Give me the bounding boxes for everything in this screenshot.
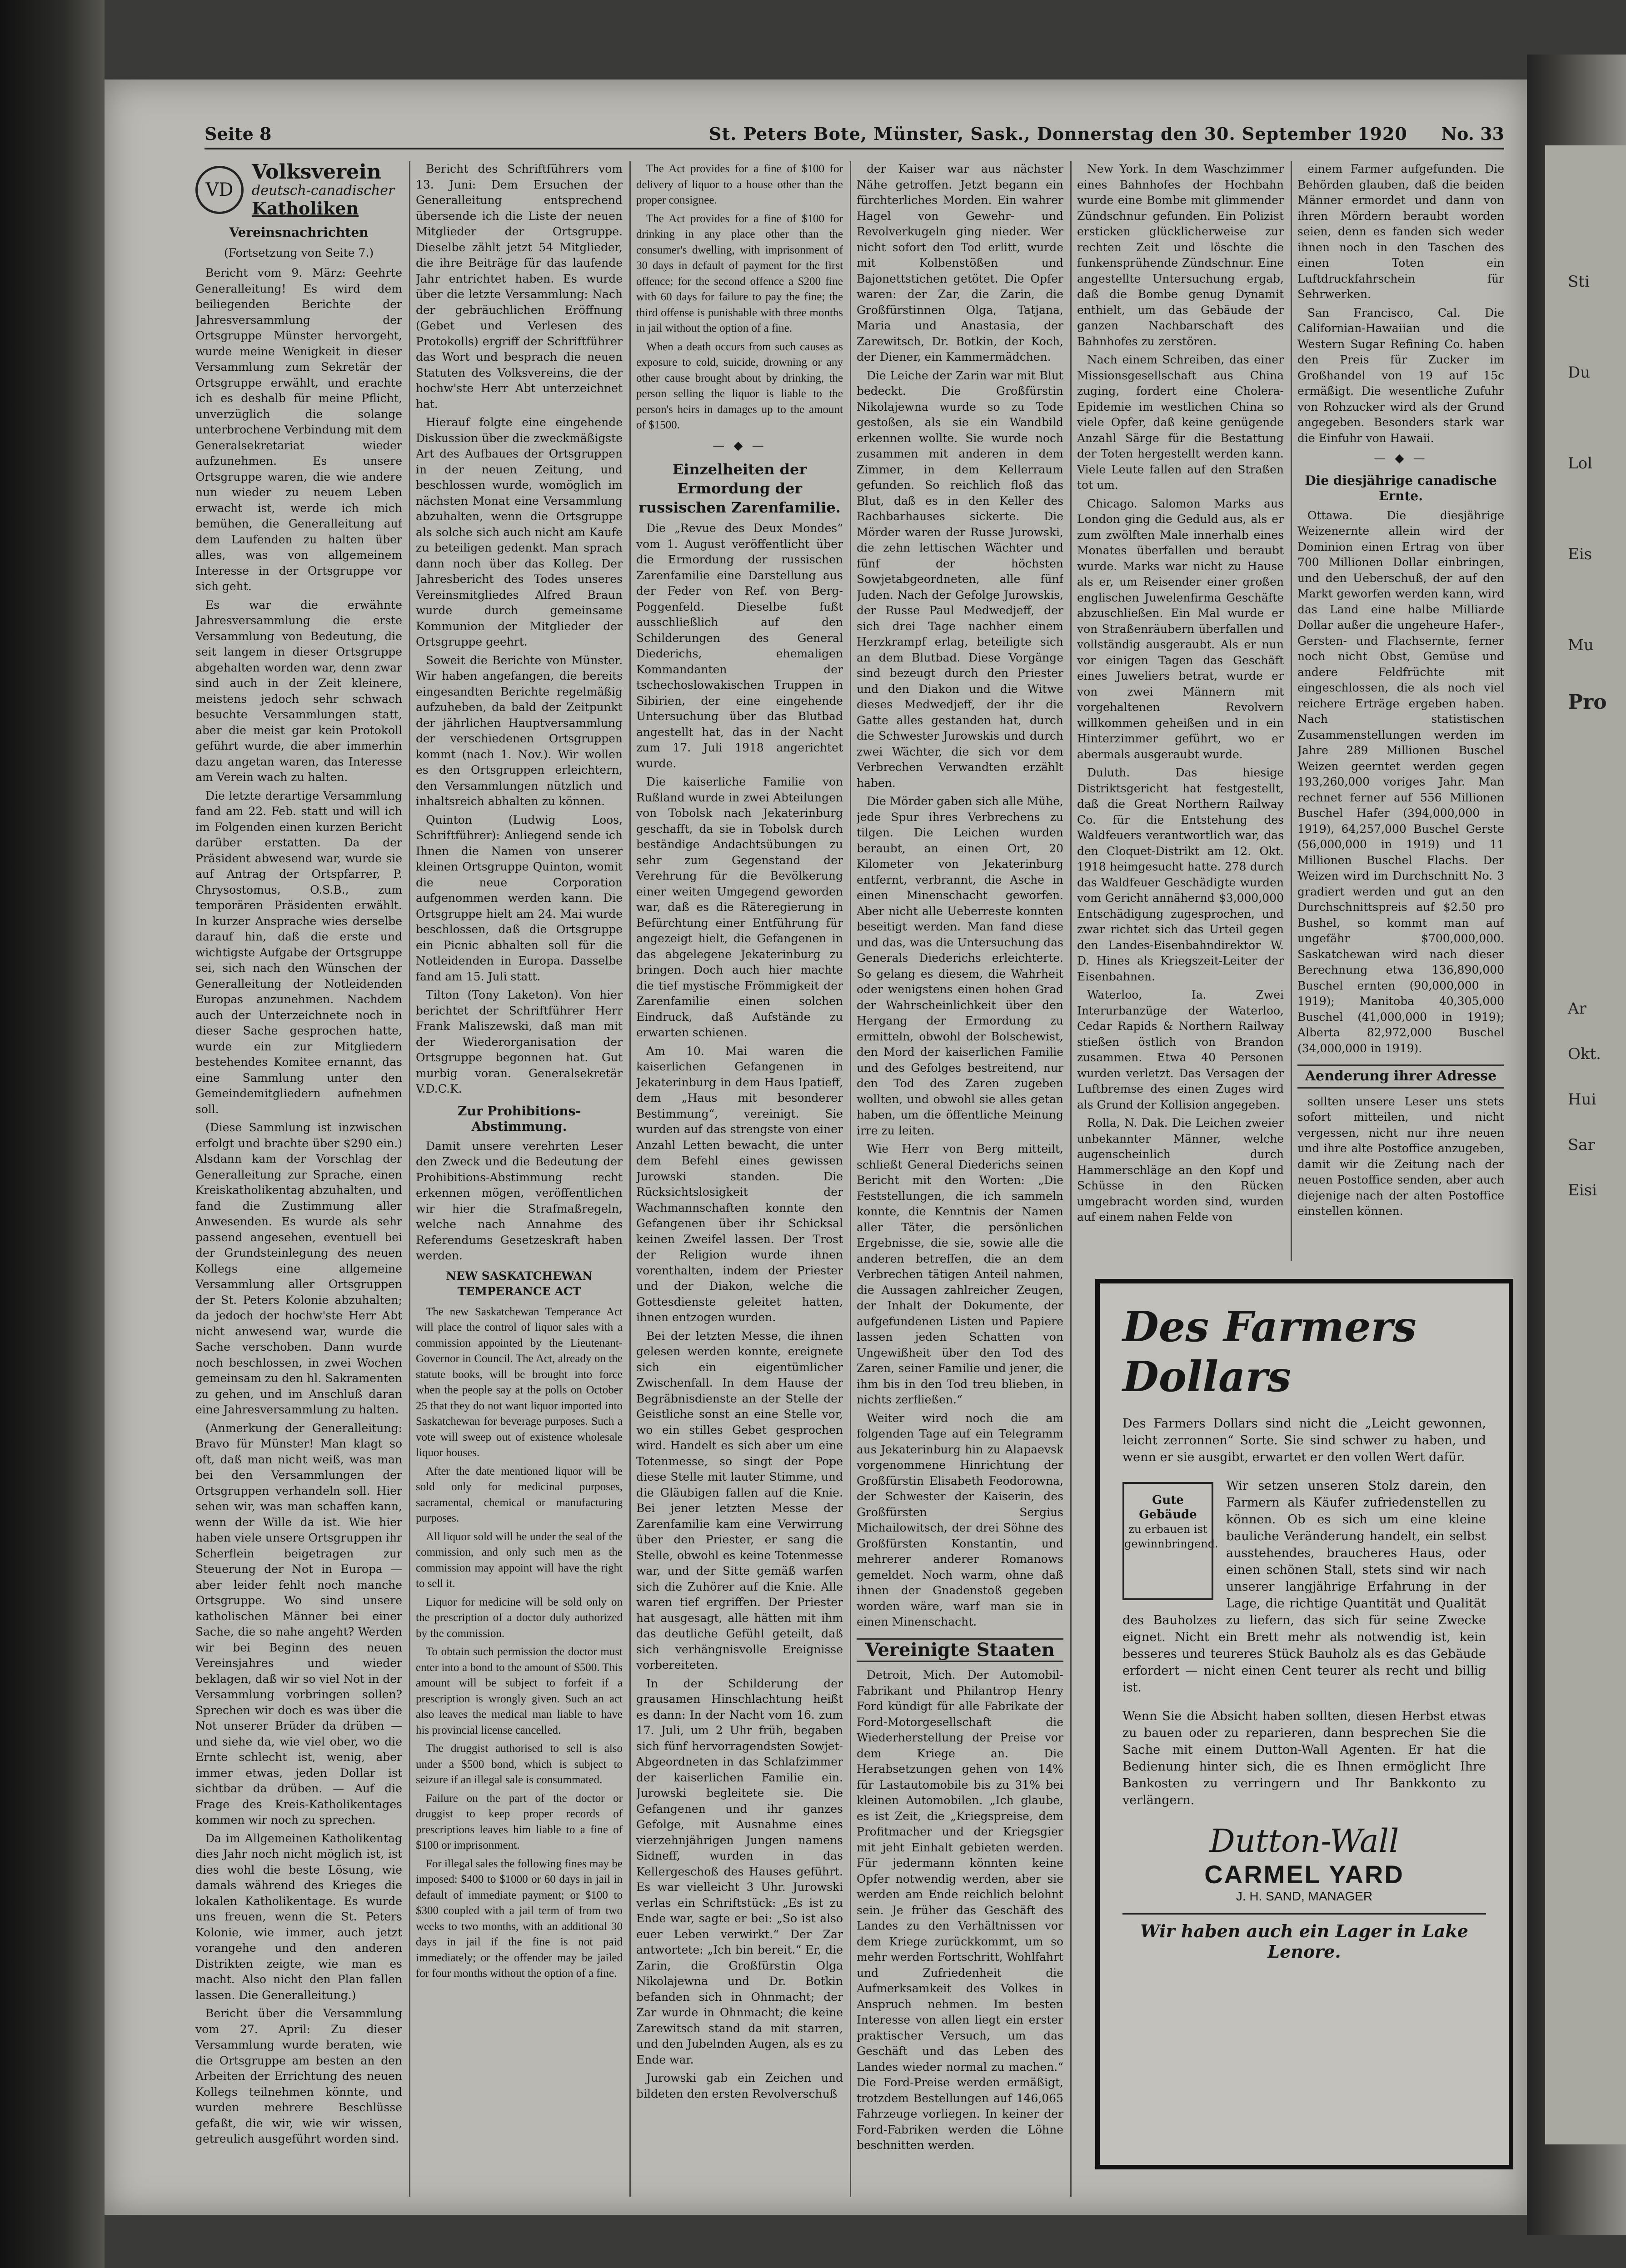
article-paragraph: Damit unsere verehrten Leser den Zweck und die Bedeutung der Prohibitions-Abstimmung recht erkennen mögen, veröffentlichen wir hier die Strafmaßregeln, welche nach Annahme des Referendums Gesetzeskraft haben werden. <box>416 1139 623 1262</box>
ad-title-line2: Dollars <box>1122 1352 1291 1401</box>
edge-fragment: Eisi <box>1568 1181 1597 1199</box>
dutton-wall-signature-logo: Dutton-Wall <box>1209 1822 1399 1860</box>
column-4 <box>857 161 1063 2197</box>
article-paragraph: Die Leiche der Zarin war mit Blut bedeckt. Die Großfürstin Nikolajewna wurde so zu Tode gestoßen, als sie ein Wandbild erkennen wollte. Sie wurde noch zusammen mit anderen in dem Zimmer, in dem Kellerraum gefunden. So reichlich floß das Blut, daß es in den Keller des Rachbarhauses sickerte. Die Mörder waren der Russe Jurowski, die zehn lettischen Wächter und fünf der höchsten Sowjetabgeordneten, alle fünf Juden. Nach der Gefolge Jurowskis, der Russe Paul Medwedjeff, der sich drei Tage nachher einem Herzkrampf erlag, beteiligte sich an dem Blutbad. Diese Vorgänge sind bezeugt durch den Priester und den Diakon und die Witwe dieses Medwedjeff, der ihr die Gatte alles gestanden hat, durch die Schwester Jurowskis und durch zwei Wächter, die sich vor dem Verbrechen Verwandten erzählt haben. <box>857 368 1063 790</box>
edge-fragment: Pro <box>1568 691 1607 714</box>
article-paragraph: einem Farmer aufgefunden. Die Behörden glauben, daß die beiden Männer ermordet und dann von ihren Mördern beraubt worden seien, denn es fanden sich weder ihnen noch in den Taschen des einen Toten ein Luftdruckfahrschein für Sehrwerken. <box>1297 162 1504 301</box>
article-paragraph: Tilton (Tony Laketon). Von hier berichtet der Schriftführer Herr Frank Maliszewski, daß man mit der Wiederorganisation der Ortsgruppe begonnen hat. Gut murbig voran. Generalsekretär V.D.C.K. <box>416 988 623 1095</box>
english-paragraph: The new Saskatchewan Temperance Act will place the control of liquor sales with a commission appointed by the Lieutenant-Governor in Council. The Act, already on the statute books, will be brought into force when the people say at the polls on October 25 that they do not want liquor imported into Saskatchewan for beverage purposes. Such a vote will sweep out of existence wholesale liquor houses. <box>416 1305 623 1459</box>
english-paragraph: For illegal sales the following fines may be imposed: $400 to $1000 or 60 days in jail in default of immediate payment; or $100 to $300 coupled with a jail term of from two weeks to two months, with an additional 30 days in jail if the fine is not paid immediately; or the offender may be jailed for four months without the option of a fine. <box>416 1857 623 1980</box>
column-3 <box>636 161 843 2197</box>
english-paragraph: The druggist authorised to sell is also under a $500 bond, which is subject to seizure if an illegal sale is consummated. <box>416 1742 623 1786</box>
temperance-act-headline: NEW SASKATCHEWAN TEMPERANCE ACT <box>446 1269 593 1298</box>
edge-fragment: Lol <box>1568 454 1592 472</box>
ad-footer: Wir haben auch ein Lager in Lake Lenore. <box>1122 1913 1486 1962</box>
dutton-wall-advertisement <box>1095 1279 1513 2169</box>
divider-ornament: — ◆ — <box>713 438 767 453</box>
column-divider <box>409 161 410 2197</box>
article-paragraph: Am 10. Mai waren die kaiserlichen Gefangenen in Jekaterinburg in dem Haus Ipatieff, dem „Haus mit besonderer Bestimmung“, vereinigt. Sie wurden auf das strengste von einer Anzahl Letten bewacht, die unter dem Befehl eines gewissen Jurowski standen. Die Rücksichtslosigkeit der Wachmannschaften konnte den Gefangenen über ihr Schicksal keinen Zweifel lassen. Der Trost der Religion wurde ihnen vorenthalten, indem der Priester und der Diakon, welche die Gottesdienste geleitet hatten, ihnen entzogen wurden. <box>636 1044 843 1324</box>
ad-inset-box <box>1122 1482 1218 1600</box>
english-paragraph: The Act provides for a fine of $100 for delivery of liquor to a house other than the proper consignee. <box>636 163 843 206</box>
ad-inset-text: zu erbauen ist gewinnbringend. <box>1124 1523 1218 1550</box>
page-label: Seite 8 <box>204 124 272 144</box>
article-paragraph: Die Mörder gaben sich alle Mühe, jede Spur ihres Verbrechens zu tilgen. Die Leichen wurden beraubt, an einen Ort, 20 Kilometer von Jekaterinburg entfernt, verbrannt, die Asche in einen Minenschacht geworfen. Aber nicht alle Ueberreste konnten beseitigt werden. Man fand diese und das, was die Untersuchung das Generals Diederichs erleichterte. So gelang es diesem, die Wahrheit oder wenigstens einen hohen Grad der Wahrscheinlichkeit über den Hergang der Ermordung zu ermitteln, obwohl der Bolschewist, den Mord der kaiserlichen Familie und des Gefolges bestreitend, nur den Tod des Zaren zugeben wollten, und obwohl sie alles getan haben, um die öffentliche Meinung irre zu leiten. <box>857 795 1063 1137</box>
address-change-heading: Aenderung ihrer Adresse <box>1297 1064 1504 1089</box>
ad-yard-name: CARMEL YARD <box>1204 1860 1404 1889</box>
article-paragraph: New York. In dem Waschzimmer eines Bahnhofes der Hochbahn wurde eine Bombe mit glimmender Zündschnur gefunden. Ein Polizist ersticken glücklicherweise zur rechten Zeit und löschte die funkensprühende Zündschnur. Eine angestellte Untersuchung ergab, daß die Bombe genug Dynamit enthielt, um das Gebäude der ganzen Nachbarschaft des Bahnhofes zu zerstören. <box>1077 162 1284 348</box>
article-paragraph: Soweit die Berichte von Münster. Wir haben angefangen, die bereits eingesandten Berichte regelmäßig aufzuheben, da bald der Zeitpunkt der jährlichen Hauptversammlung der verschiedenen Ortsgruppen kommt (nach 1. Nov.). Wir wollen es den Ortsgruppen erleichtern, den Versammlungen nützlich und inhaltsreich abhalten zu können. <box>416 653 623 808</box>
volksverein-logo <box>195 161 402 219</box>
issue-number: No. 33 <box>1441 124 1504 144</box>
logo-subtitle: deutsch-canadischer <box>252 183 395 199</box>
vereinigte-staaten-heading: Vereinigte Staaten <box>857 1638 1063 1662</box>
column-5 <box>1077 161 1284 1261</box>
edge-fragment: Okt. <box>1568 1045 1601 1063</box>
ad-paragraph: Wenn Sie die Absicht haben sollten, diesen Herbst etwas zu bauen oder zu reparieren, dann besprechen Sie die Sache mit einem Dutton-Wall Agenten. Er hat die Bedienung hinter sich, die es Ihnen ermöglicht Ihre Bankosten zu verringern und Ihr Bankkonto zu verlängern. <box>1122 1709 1486 1807</box>
continuation-note: (Fortsetzung von Seite 7.) <box>224 246 374 259</box>
english-paragraph: The Act provides for a fine of $100 for drinking in any place other than the consumer's dwelling, with imprisonment of 30 days in default of payment for the first offence; for the second offence a $200 fine with 60 days for failure to pay the fine; the third offense is punishable with three months in jail without the option of a fine. <box>636 212 843 334</box>
article-paragraph: der Kaiser war aus nächster Nähe getroffen. Jetzt begann ein fürchterliches Morden. Ein wahrer Hagel von Gewehr- und Revolverkugeln ging nieder. Wer nicht sofort den Tod erlitt, wurde mit Kolbenstößen und Bajonettstichen getötet. Die Opfer waren: der Zar, die Zarin, die Großfürstinnen Olga, Tatjana, Maria und Anastasia, der Zarewitsch, Dr. Botkin, der Koch, der Diener, ein Kammermädchen. <box>857 162 1063 363</box>
ad-title-line1: Des Farmers <box>1122 1302 1417 1351</box>
ernte-headline: Die diesjährige canadische Ernte. <box>1305 472 1497 503</box>
ad-manager: J. H. SAND, MANAGER <box>1236 1889 1373 1903</box>
zarenfamilie-headline: Einzelheiten der Ermordung der russischen Zarenfamilie. <box>638 461 841 516</box>
english-paragraph: To obtain such permission the doctor must enter into a bond to the amount of $500. This amount will be subject to forfeit if a prescription is wrongly given. Such an act also leaves the medical man liable to have his provincial license cancelled. <box>416 1646 623 1736</box>
column-divider <box>1291 161 1292 1261</box>
column-1 <box>195 161 402 2197</box>
article-paragraph: Bericht über die Versammlung vom 27. April: Zu dieser Versammlung wurde beraten, wie die Ortsgruppe am besten an den Arbeiten der Errichtung des neuen Kollegs teilnehmen könnte, und wurden mehrere Beschlüsse gefaßt, die wir, wie wir wissen, getreulich ausgeführt worden sind. <box>195 2007 402 2145</box>
article-paragraph: Duluth. Das hiesige Distriktsgericht hat festgestellt, daß die Great Northern Railway Co. für die Entstehung des Waldfeuers verantwortlich war, das den Cloquet-Distrikt am 12. Okt. 1918 heimgesucht hatte. 278 durch das Waldfeuer Geschädigte wurden vom Gericht annähernd $3,000,000 Entschädigung zugesprochen, und zwar richtet sich das Urteil gegen den Landes-Eisenbahndirektor W. D. Hines als Kriegszeit-Leiter der Eisenbahnen. <box>1077 766 1284 983</box>
english-paragraph: When a death occurs from such causes as exposure to cold, suicide, drowning or any other cause brought about by drinking, the person selling the liquor is liable to the person's heirs in damages up to the amount of $1500. <box>636 340 843 431</box>
article-paragraph: Bei der letzten Messe, die ihnen gelesen werden konnte, ereignete sich ein eigentümlicher Zwischenfall. In dem Hause der Begräbnisdienste an der Stelle der Geistliche sonst an eine Stelle vor, wo ein stilles Gebet gesprochen wird. Handelt es sich aber um eine Totenmesse, so singt der Pope diese Stelle mit lauter Stimme, und die Gläubigen fallen auf die Knie. Bei jener letzten Messe der Zarenfamilie kam eine Verwirrung über den Priester, er sang die Stelle, obwohl es keine Totenmesse war, und der Sitte gemäß warfen sich die Zuhörer auf die Knie. Alle waren tief ergriffen. Der Priester hat ausgesagt, alle hätten mit ihm das deutliche Gefühl geteilt, daß sich verhängnisvolle Ereignisse vorbereiteten. <box>636 1329 843 1671</box>
english-paragraph: After the date mentioned liquor will be sold only for medicinal purposes, sacramental, chemical or manufacturing purposes. <box>416 1465 623 1524</box>
article-paragraph: Bericht des Schriftführers vom 13. Juni: Dem Ersuchen der Generalleitung entsprechend übersende ich die Liste der neuen Mitglieder der Ortsgruppe. Dieselbe zählt jetzt 54 Mitglieder, die ihre Beiträge für das laufende Jahr entrichtet haben. Es wurde über die letzte Versammlung: Nach der gebräuchlichen Eröffnung (Gebet und Verlesen des Protokolls) ergriff der Schriftführer das Wort und besprach die neuen Statuten des Volksvereins, die der hochw'ste Herr Abt unterzeichnet hat. <box>416 162 623 411</box>
english-paragraph: All liquor sold will be under the seal of the commission, and only such men as the commission may appoint will have the right to sell it. <box>416 1530 623 1590</box>
english-paragraph: Failure on the part of the doctor or druggist to keep proper records of prescriptions leaves him liable to a fine of $100 or imprisonment. <box>416 1792 623 1851</box>
article-paragraph: Quinton (Ludwig Loos, Schriftführer): Anliegend sende ich Ihnen die Namen von unserer kleinen Ortsgruppe Quinton, womit die neue Corporation aufgenommen werden kann. Die Ortsgruppe hielt am 24. Mai wurde beschlossen, daß die Ortsgruppe ein Picnic abhalten soll für die Notleidenden in Europa. Dasselbe fand am 15. Juli statt. <box>416 813 623 983</box>
article-paragraph: Es war die erwähnte Jahresversammlung die erste Versammlung von Bedeutung, die seit langem in dieser Ortsgruppe abgehalten worden war, denn zwar sind auch in der Zeit kleinere, meistens jedoch sehr schwach besuchte Versammlungen statt, aber die meist gar kein Protokoll geführt wurde, die aber immerhin dazu angetan waren, das Interesse am Verein wach zu halten. <box>195 598 402 784</box>
article-paragraph: Waterloo, Ia. Zwei Interurbanzüge der Waterloo, Cedar Rapids & Northern Railway stießen östlich von Brandon zusammen. Etwa 40 Personen wurden verletzt. Das Versagen der Luftbremse des einen Zuges wird als Grund der Kollision angegeben. <box>1077 988 1284 1111</box>
adjacent-page-strip <box>1545 145 1626 2144</box>
article-paragraph: Bericht vom 9. März: Geehrte Generalleitung! Es wird dem beiliegenden Berichte der Jahresversammlung der Ortsgruppe Münster hervorgeht, wurde meine Wenigkeit in dieser Versammlung zum Sekretär der Ortsgruppe erwählt, und erachte ich es deshalb für meine Pflicht, unverzüglich die solange unterbrochene Verbindung mit dem Generalsekretariat wieder aufzunehmen. Es unsere Ortsgruppe waren, die wie andere nun wieder zu neuem Leben erwacht ist, werde ich mich bemühen, die Generalleitung auf dem Laufenden zu halten über alles, was von allgemeinem Interesse in der Ortsgruppe vor sich geht. <box>195 266 402 593</box>
article-paragraph: Nach einem Schreiben, das einer Missionsgesellschaft aus China zuging, fordert eine Cholera-Epidemie im westlichen China so viele Opfer, daß keine genügende Anzahl Särge für die Bestattung der Toten hergestellt werden kann. Viele Leute fallen auf den Straßen tot um. <box>1077 353 1284 492</box>
article-paragraph: (Anmerkung der Generalleitung: Bravo für Münster! Man klagt so oft, daß man nicht weiß, was man bei den Versammlungen der Ortsgruppen verhandeln soll. Hier sehen wir, was man schaffen kann, wenn der Wille da ist. Wie hier haben viele unsere Ortsgruppen ihr Scherflein beigetragen zur Steuerung der Not in Europa — aber leider fehlt noch manche Ortsgruppe. Wo sind unsere katholischen Männer bei einer Sache, die so nahe angeht? Werden wir bei Beginn des neuen Vereinsjahres und wieder beklagen, daß wir so viel Not in der Versammlung vorbringen sollen? Sprechen wir doch es was über die Not unserer Brüder da drüben — und siehe da, wie viel ober, wo die Ernte schlecht ist, wenig, aber immer etwas, jeden Dollar ist sichtbar da drüben. — Auf die Frage des Kreis-Katholikentages kommen wir noch zu sprechen. <box>195 1421 402 1826</box>
adjacent-page-edge <box>1527 55 1626 2235</box>
ad-paragraph: Des Farmers Dollars sind nicht die „Leicht gewonnen, leicht zerronnen“ Sorte. Sie sind schwer zu haben, und wenn er sie ausgibt, erwartet er den vollen Wert dafür. <box>1122 1417 1486 1464</box>
microfilm-border-left <box>0 0 105 2268</box>
ad-paragraph: Wir setzen unseren Stolz darein, den Farmern als Käufer zufriedenstellen zu können. Ob es sich um eine kleine bauliche Veränderung handelt, ein selbst ausstehendes, braucheres Haus, oder einen schönen Stall, stets sind wir nach unserer langjährige Erfahrung in der Lage, die richtige Quantität und Qualität des Bauholzes zu liefern, das sich für seine Zwecke eignet. Nicht ein Brett mehr als notwendig ist, kein besseres und teureres Stück Bauholz als es das Gebäude erfordert — nicht einen Cent teurer als recht und billig ist. <box>1122 1479 1486 1695</box>
article-paragraph: Ottawa. Die diesjährige Weizenernte allein wird der Dominion einen Ertrag von über 700 Millionen Dollar einbringen, und den Ueberschuß, der auf den Markt geworfen werden kann, wird das Land eine halbe Milliarde Dollar außer die ungeheure Hafer-, Gersten- und Flachsernte, ferner noch nicht Obst, Gemüse und andere Feldfrüchte mit eingeschlossen, die als noch viel reichere Erträge ergeben haben. Nach statistischen Zusammenstellungen werden im Jahre 289 Millionen Buschel Weizen geerntet werden gegen 193,260,000 voriges Jahr. Man rechnet ferner auf 556 Millionen Buschel Hafer (394,000,000 in 1919), 64,257,000 Buschel Gerste (56,000,000 in 1919) und 11 Millionen Buschel Flachs. Der Weizen wird im Durchschnitt No. 3 gradiert werden und gut an den Durchschnittspreis auf $2.50 pro Bushel, so kommt man auf ungefähr $700,000,000. Saskatchewan wird nach dieser Berechnung etwa 136,890,000 Buschel ernten (90,000,000 in 1919); Manitoba 40,305,000 Buschel (41,000,000 in 1919); Alberta 82,972,000 Buschel (34,000,000 in 1919). <box>1297 508 1504 1055</box>
english-paragraph: Liquor for medicine will be sold only on the prescription of a doctor duly authorized by the commission. <box>416 1596 623 1640</box>
article-paragraph: Die „Revue des Deux Mondes“ vom 1. August veröffentlicht über die Ermordung der russischen Zarenfamilie eine Darstellung aus der Feder von Ref. von Berg-Poggenfeld. Dieselbe fußt ausschließlich auf den Schilderungen des General Diederichs, ehemaligen Kommandanten der tschechoslowakischen Truppen in Sibirien, der eine eingehende Untersuchung über das Blutbad angestellt hat, das in der Nacht zum 17. Juli 1918 angerichtet wurde. <box>636 522 843 770</box>
ad-inset-title: Gute Gebäude <box>1139 1493 1197 1522</box>
logo-title: Volksverein <box>252 161 381 184</box>
article-paragraph: Weiter wird noch die am folgenden Tage auf ein Telegramm aus Jekaterinburg hin zu Alapaevsk vorgenommene Hinrichtung der Großfürstin Elisabeth Feodorowna, der Schwester der Kaiserin, des Großfürsten Sergius Michailowitsch, der drei Söhne des Großfürsten Konstantin, und mehrerer anderer Romanows gemeldet. Noch warm, ohne daß ihnen der Gnadenstoß gegeben worden wäre, warf man sie in einen Minenschacht. <box>857 1411 1063 1628</box>
edge-fragment: Mu <box>1568 636 1594 654</box>
article-paragraph: sollten unsere Leser uns stets sofort mitteilen, und nicht vergessen, nicht nur ihre neuen und ihre alte Postoffice anzugeben, damit wir die Zeitung nach der neuen Postoffice senden, aber auch diejenige nach der alten Postoffice einstellen können. <box>1297 1094 1504 1218</box>
cross-emblem-icon: VD <box>195 166 244 214</box>
article-paragraph: Hierauf folgte eine eingehende Diskussion über die zweckmäßigste Art des Aufbaues der Ortsgruppen in der neuen Zeitung, und beschlossen wurde, womöglich im nächsten Monat eine Versammlung abzuhalten, wenn die Ortsgruppe als solche sich auch nicht am Kaufe zu beteiligen gedenkt. Man sprach dann noch über das Kolleg. Der Jahresbericht des Todes unseres Vereinsmitgliedes Alfred Braun wurde durch gemeinsame Kommunion der Mitglieder der Ortsgruppe geehrt. <box>416 416 623 648</box>
column-2 <box>416 161 623 2197</box>
edge-fragment: Sti <box>1568 273 1590 291</box>
article-paragraph: Jurowski gab ein Zeichen und bildeten den ersten Revolverschuß <box>636 2071 843 2100</box>
column-divider <box>1070 161 1072 2197</box>
prohibition-headline: Zur Prohibitions-Abstimmung. <box>458 1103 581 1134</box>
article-paragraph: Rolla, N. Dak. Die Leichen zweier unbekannter Männer, welche augenscheinlich durch Hammerschläge an den Kopf und Schüsse in den Rücken umgebracht worden sind, wurden auf einem nahen Felde von <box>1077 1116 1284 1224</box>
logo-katholiken: Katholiken <box>252 198 359 219</box>
article-paragraph: Da im Allgemeinen Katholikentag dies Jahr noch nicht möglich ist, ist dies wohl die beste Lösung, wie damals während des Krieges die lokalen Katholikentage. Es wurde uns freuen, wenn die St. Peters Kolonie, wie immer, auch jetzt vorangehe und den anderen Distrikten zeigte, wie man es macht. Also nicht den Plan fallen lassen. Die Generalleitung.) <box>195 1831 402 2002</box>
column-6 <box>1297 161 1504 1261</box>
article-paragraph: In der Schilderung der grausamen Hinschlachtung heißt es dann: In der Nacht vom 16. zum 17. Juli, um 2 Uhr früh, begaben sich fünf hervorragendsten Sowjet-Abgeordneten in das Schlafzimmer der kaiserlichen Familie ein. Jurowski begleitete sie. Die Gefangenen und ihr ganzes Gefolge, mit Ausnahme eines vierzehnjährigen Jungen namens Sidneff, wurden in das Kellergeschoß des Hauses geführt. Es war vielleicht 3 Uhr. Jurowski verlas ein Schriftstück: „Es ist zu Ende war, sagte er bei: „So ist also euer Leben verwirkt.“ Der Zar antwortete: „Ich bin bereit.“ Er, die Zarin, die Großfürstin Olga Nikolajewna und Dr. Botkin befanden sich in Ohnmacht; der Zar wurde in Ohnmacht; die keine Zarewitsch stand da mit starren, und den Jubelnden Augen, als es zu Ende war. <box>636 1676 843 2066</box>
page-header <box>204 120 1504 149</box>
edge-fragment: Du <box>1568 363 1591 382</box>
article-paragraph: Wie Herr von Berg mitteilt, schließt General Diederichs seinen Bericht mit den Worten: „Die Feststellungen, die ich sammeln konnte, die Kenntnis der Namen aller Täter, die persönlichen Ergebnisse, die sie, sowie alle die anderen betreffen, die an dem Verbrechen tätigen Anteil nahmen, die Aussagen zahlreicher Zeugen, der Inhalt der Dokumente, der aufgefundenen Listen und Papiere lassen jeden Schatten von Ungewißheit über den Tod des Zaren, seiner Familie und jener, die ihm bis in den Tod treu blieben, in nichts zerfließen.“ <box>857 1142 1063 1406</box>
column-divider <box>629 161 631 2197</box>
article-paragraph: Chicago. Salomon Marks aus London ging die Geduld aus, als er zum zwölften Male innerhalb eines Monates überfallen und beraubt wurde. Marks war nicht zu Hause als er, um Reisender einer großen englischen Juwelenfirma Geschäfte abzuschließen. Ein Mal wurde er von Straßenräubern überfallen und vollständig ausgeraubt. Als er nun vor einigen Tagen das Geschäft eines Juweliers betrat, wurde er von zwei Männern mit vorgehaltenen Revolvern willkommen geheißen und in ein Hinterzimmer geführt, wo er abermals ausgeraubt wurde. <box>1077 497 1284 761</box>
edge-fragment: Eis <box>1568 545 1592 563</box>
article-paragraph: (Diese Sammlung ist inzwischen erfolgt und brachte über $290 ein.) Alsdann kam der Vorschlag der Generalleitung zur Sprache, einen Kreiskatholikentag abzuhalten, und fand die Zustimmung aller Anwesenden. Es wurde als sehr passend angesehen, eventuell bei der Grundsteinlegung des neuen Kollegs eine allgemeine Versammlung aller Ortsgruppen der St. Peters Kolonie abzuhalten; da jedoch der hochw'ste Herr Abt nicht anwesend war, wurde die Sache verschoben. Dann wurde noch beschlossen, in zwei Wochen gemeinsam zu den hl. Sakramenten zu gehen, und im Anschluß daran eine Jahresversammlung zu halten. <box>195 1121 402 1416</box>
column-divider <box>850 161 851 2197</box>
article-paragraph: San Francisco, Cal. Die Californian-Hawaiian und die Western Sugar Refining Co. haben den Preis für Zucker im Großhandel von 19 auf 15c ermäßigt. Die wesentliche Zufuhr von Rohzucker wird als der Grund angegeben. Besonders stark war die Einfuhr von Hawaii. <box>1297 306 1504 445</box>
newspaper-page <box>105 80 1527 2215</box>
edge-fragment: Hui <box>1568 1090 1596 1109</box>
section-heading: Vereinsnachrichten <box>229 225 369 240</box>
masthead: St. Peters Bote, Münster, Sask., Donnerstag den 30. September 1920 <box>709 124 1407 144</box>
article-paragraph: Die letzte derartige Versammlung fand am 22. Feb. statt und will ich im Folgenden einen kurzen Bericht darüber erstatten. Da der Präsident abwesend war, wurde sie auf Antrag der Ortspfarrer, P. Chrysostomus, O.S.B., zum temporären Präsidenten erwählt. In kurzer Ansprache wies derselbe darauf hin, daß die erste und wichtigste Aufgabe der Ortsgruppe sei, sich nach den Wünschen der Generalleitung der Notleidenden Europas anzunehmen. Nachdem auch der Unterzeichnete noch in dieser Sache gesprochen hatte, wurde ein zur Mitgliedern bestehendes Komitee ernannt, das eine Sammlung unter den Gemeindemitgliedern aufnehmen soll. <box>195 789 402 1116</box>
edge-fragment: Ar <box>1568 1000 1586 1018</box>
article-paragraph: Detroit, Mich. Der Automobil-Fabrikant und Philantrop Henry Ford kündigt für alle Fabrikate der Ford-Motorgesellschaft die Wiederherstellung der Preise vor dem Kriege an. Die Herabsetzungen gehen von 14% für Lastautomobile bis zu 31% bei kleinen Automobilen. „Ich glaube, es ist Zeit, die „Kriegspreise, dem Profitmacher und der Kriegsgier mit jeht Einhalt gebieten werden. Für jedermann könnten keine Opfer notwendig werden, aber sie werden am Ende reichlich belohnt sein. Je früher das Geschäft des Landes zu den Verhältnissen vor dem Kriege zurückkommt, um so mehr werden Fortschritt, Wohlfahrt und Zufriedenheit die Aufmerksamkeit des Volkes in Anspruch nehmen. Im besten Interesse von allen liegt ein erster praktischer Versuch, um das Geschäft und das Leben des Landes wieder normal zu machen.“ Die Ford-Preise werden ermäßigt, trotzdem Bestellungen auf 146,065 Fahrzeuge vorliegen. In keiner der Ford-Fabriken werden die Löhne beschnitten werden. <box>857 1668 1063 2152</box>
article-paragraph: Die kaiserliche Familie von Rußland wurde in zwei Abteilungen von Tobolsk nach Jekaterinburg geschafft, da sie in Tobolsk durch beständige Andachtsübungen zu sehr zum Gegenstand der Verehrung für die Bevölkerung einer weiten Umgegend geworden war, daß es die Räteregierung in Befürchtung einer Entführung für angezeigt hielt, die Gefangenen in das abgelegene Jekaterinburg zu bringen. Doch auch hier machte die tief mystische Frömmigkeit der Zarenfamilie einen solchen Eindruck, daß Aufstände zu erwarten schienen. <box>636 775 843 1039</box>
ad-body <box>1122 1415 1486 1809</box>
divider-ornament: — ◆ — <box>1374 452 1428 465</box>
edge-fragment: Sar <box>1568 1136 1595 1154</box>
